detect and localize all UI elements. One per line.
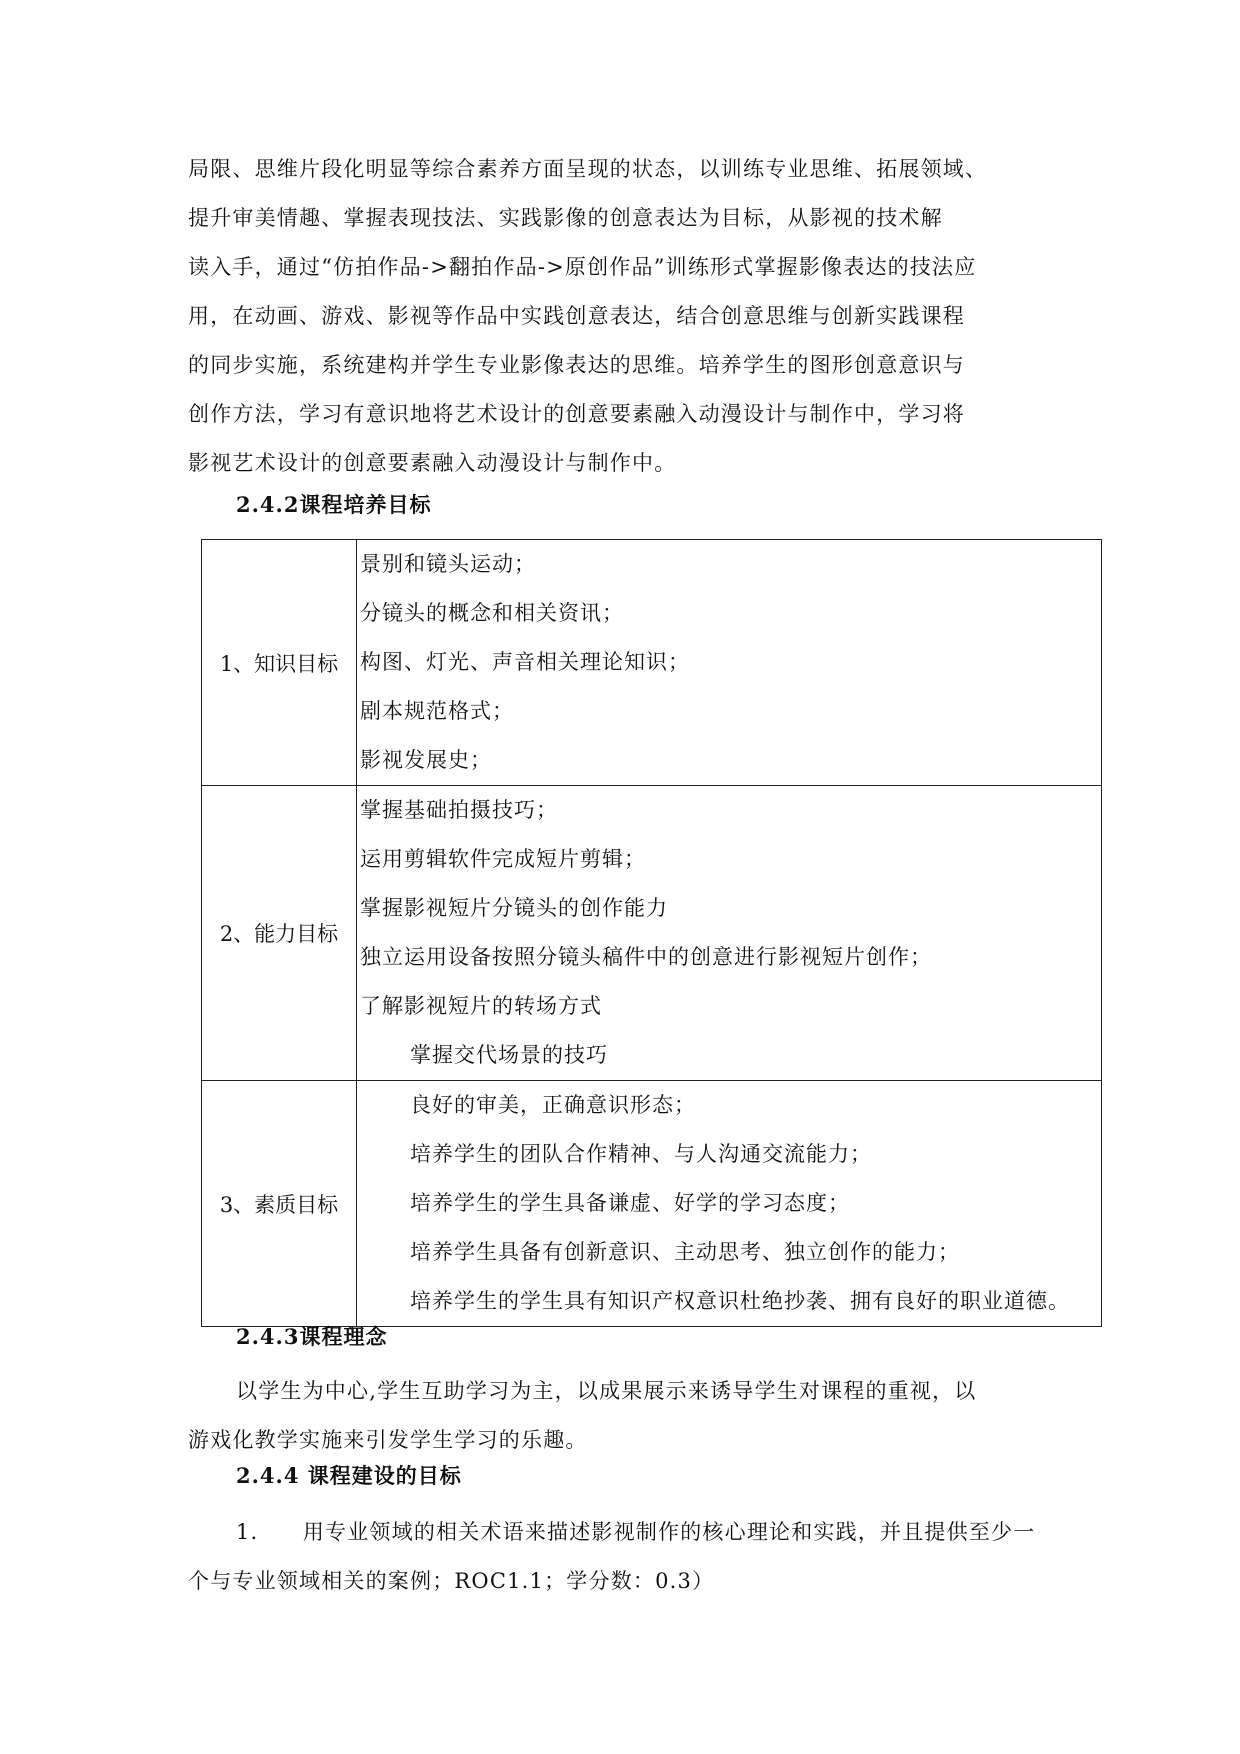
goal-items bbox=[357, 540, 1102, 786]
goal-item: 培养学生的学生具备谦虚、好学的学习态度； bbox=[410, 1191, 850, 1215]
section-heading-2-4-3: 2.4.3课程理念 bbox=[236, 1324, 388, 1349]
text-line: 影视艺术设计的创意要素融入动漫设计与制作中。 bbox=[188, 451, 677, 475]
text-line: 以学生为中心,学生互助学习为主，以成果展示来诱导学生对课程的重视，以 bbox=[236, 1379, 977, 1403]
goal-item: 培养学生具备有创新意识、主动思考、独立创作的能力； bbox=[410, 1240, 960, 1264]
goal-item: 培养学生的学生具有知识产权意识杜绝抄袭、拥有良好的职业道德。 bbox=[410, 1289, 1070, 1313]
text-line: 用，在动画、游戏、影视等作品中实践创意表达，结合创意思维与创新实践课程 bbox=[188, 304, 965, 328]
objective-paragraph bbox=[188, 1508, 1048, 1606]
goal-item: 培养学生的团队合作精神、与人沟通交流能力； bbox=[410, 1142, 872, 1166]
philosophy-paragraph bbox=[188, 1367, 1048, 1465]
goal-item: 构图、灯光、声音相关理论知识； bbox=[360, 650, 690, 674]
text-line: 读入手，通过“仿拍作品->翻拍作品->原创作品”训练形式掌握影像表达的技法应 bbox=[188, 255, 977, 279]
text-line: 游戏化教学实施来引发学生学习的乐趣。 bbox=[188, 1428, 588, 1452]
table-row bbox=[202, 1081, 1102, 1327]
goal-item: 运用剪辑软件完成短片剪辑； bbox=[360, 847, 646, 871]
text-line: 个与专业领域相关的案例；ROC1.1；学分数：0.3） bbox=[188, 1569, 715, 1593]
goal-category: 2、能力目标 bbox=[202, 786, 357, 1081]
goal-item: 影视发展史； bbox=[360, 748, 492, 772]
text-line: 的同步实施，系统建构并学生专业影像表达的思维。培养学生的图形创意意识与 bbox=[188, 353, 965, 377]
goal-item: 了解影视短片的转场方式 bbox=[360, 994, 602, 1018]
goal-item: 景别和镜头运动； bbox=[360, 552, 536, 576]
goals-table bbox=[201, 539, 1102, 1327]
text-line: 局限、思维片段化明显等综合素养方面呈现的状态，以训练专业思维、拓展领域、 bbox=[188, 157, 988, 181]
goal-category: 3、素质目标 bbox=[202, 1081, 357, 1327]
goal-item: 剧本规范格式； bbox=[360, 699, 514, 723]
text-line: 1. 用专业领域的相关术语来描述影视制作的核心理论和实践，并且提供至少一 bbox=[236, 1520, 1036, 1544]
goal-items bbox=[357, 786, 1102, 1081]
goal-item: 良好的审美，正确意识形态； bbox=[410, 1093, 696, 1117]
table-row bbox=[202, 540, 1102, 786]
goal-items bbox=[357, 1081, 1102, 1327]
text-line: 提升审美情趣、掌握表现技法、实践影像的创意表达为目标，从影视的技术解 bbox=[188, 206, 943, 230]
goal-category: 1、知识目标 bbox=[202, 540, 357, 786]
intro-paragraph bbox=[188, 145, 1048, 488]
goal-item: 分镜头的概念和相关资讯； bbox=[360, 601, 624, 625]
table-row bbox=[202, 786, 1102, 1081]
text-line: 创作方法，学习有意识地将艺术设计的创意要素融入动漫设计与制作中，学习将 bbox=[188, 402, 965, 426]
goal-item: 独立运用设备按照分镜头稿件中的创意进行影视短片创作； bbox=[360, 945, 932, 969]
section-heading-2-4-4: 2.4.4 课程建设的目标 bbox=[236, 1463, 462, 1488]
goal-item: 掌握交代场景的技巧 bbox=[410, 1043, 608, 1067]
section-heading-2-4-2: 2.4.2课程培养目标 bbox=[236, 492, 432, 517]
goal-item: 掌握基础拍摄技巧； bbox=[360, 798, 558, 822]
goal-item: 掌握影视短片分镜头的创作能力 bbox=[360, 896, 668, 920]
